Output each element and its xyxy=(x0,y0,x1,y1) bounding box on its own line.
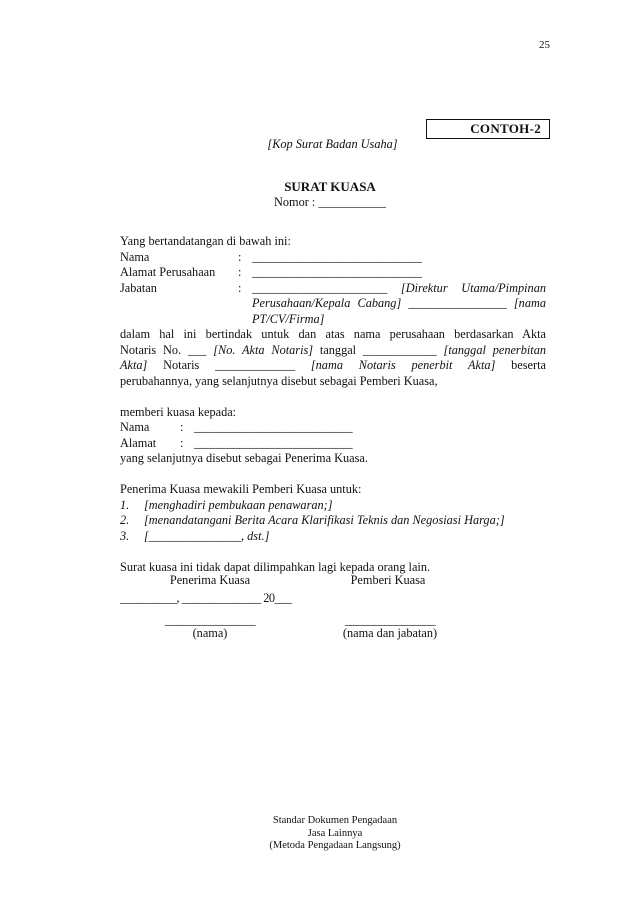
field-alamat-perusahaan xyxy=(120,265,546,281)
penerima-label: Penerima Kuasa xyxy=(169,573,251,587)
jabatan-line: Perusahaan/Kepala Cabang] ________________ [nama xyxy=(252,296,546,310)
list-item xyxy=(120,529,546,545)
text-run: [tanggal penerbitan xyxy=(443,342,546,357)
acting-line: perubahannya, yang selanjutnya disebut sebagai Pemberi Kuasa, xyxy=(120,373,438,388)
list-number: 1. xyxy=(120,497,130,512)
field-label: Alamat xyxy=(120,435,157,450)
list-number: 3. xyxy=(120,528,130,543)
field-jabatan xyxy=(120,281,546,328)
footer-line: Jasa Lainnya xyxy=(307,827,363,839)
list-item xyxy=(120,498,546,514)
field-label: Jabatan xyxy=(120,280,157,295)
pemberi-label: Pemberi Kuasa xyxy=(350,573,426,587)
grantee-closing: yang selanjutnya disebut sebagai Penerima Kuasa. xyxy=(120,451,368,465)
list-item xyxy=(120,513,546,529)
field-value: ____________________________ xyxy=(194,420,353,434)
pemberi-name: (nama dan jabatan) xyxy=(342,626,438,640)
field-colon: : xyxy=(180,420,184,434)
intro-text: Yang bertandatangan di bawah ini: xyxy=(120,234,291,248)
text-run: [No. Akta Notaris] xyxy=(213,342,314,357)
field-value xyxy=(252,281,546,328)
field-colon: : xyxy=(238,265,242,279)
representation-intro: Penerima Kuasa mewakili Pemberi Kuasa untuk: xyxy=(120,482,362,496)
page-footer xyxy=(0,815,638,853)
pemberi-signature-line: ________________ xyxy=(344,613,436,627)
list-text: [menghadiri pembukaan penawaran;] xyxy=(144,497,333,512)
page-number: 25 xyxy=(539,39,550,51)
field-label: Nama xyxy=(120,420,150,434)
footer-line: Standar Dokumen Pengadaan xyxy=(272,815,398,826)
field-value: ______________________________ xyxy=(252,249,422,264)
acting-line xyxy=(120,343,546,359)
field-colon: : xyxy=(238,249,242,264)
acting-line xyxy=(120,358,546,374)
grantee-nama xyxy=(120,420,546,436)
document-title: SURAT KUASA xyxy=(284,179,376,194)
acting-line: dalam hal ini bertindak untuk dan atas nama perusahaan berdasarkan Akta xyxy=(120,327,546,341)
jabatan-line: PT/CV/Firma] xyxy=(252,311,325,326)
footer-line: (Metoda Pengadaan Langsung) xyxy=(269,840,401,851)
document-number: Nomor : ___________ xyxy=(273,195,387,209)
example-badge: CONTOH-2 xyxy=(426,119,550,139)
list-text: [_______________, dst.] xyxy=(144,528,270,543)
text-run: [nama Notaris penerbit Akta] xyxy=(310,358,496,372)
letterhead-placeholder: [Kop Surat Badan Usaha] xyxy=(267,137,398,151)
field-colon: : xyxy=(180,435,184,450)
letter-body xyxy=(120,234,546,606)
text-run: Notaris _____________ xyxy=(147,358,311,372)
field-value: ______________________________ xyxy=(252,265,422,279)
penerima-signature-line: ________________ xyxy=(164,613,256,627)
jabatan-line: ______________________ [Direktur Utama/Pimpinan xyxy=(252,280,546,295)
grantee-intro: memberi kuasa kepada: xyxy=(120,404,237,419)
field-label: Nama xyxy=(120,249,150,264)
text-run: Akta] xyxy=(120,358,148,372)
field-colon: : xyxy=(238,280,242,295)
text-run: Notaris No. ___ xyxy=(120,342,214,357)
grantee-alamat xyxy=(120,436,546,452)
list-number: 2. xyxy=(120,513,130,527)
field-nama xyxy=(120,250,546,266)
text-run: beserta xyxy=(495,358,546,372)
non-transfer-clause: Surat kuasa ini tidak dapat dilimpahkan lagi kepada orang lain. xyxy=(120,559,431,574)
text-run: tanggal ____________ xyxy=(313,342,444,357)
penerima-name: (nama) xyxy=(192,626,228,640)
field-value: ____________________________ xyxy=(194,435,353,450)
place-date: __________, ______________ 20___ xyxy=(120,590,292,605)
list-text: [menandatangani Berita Acara Klarifikasi Teknis dan Negosiasi Harga;] xyxy=(144,513,505,527)
field-label: Alamat Perusahaan xyxy=(120,265,216,279)
